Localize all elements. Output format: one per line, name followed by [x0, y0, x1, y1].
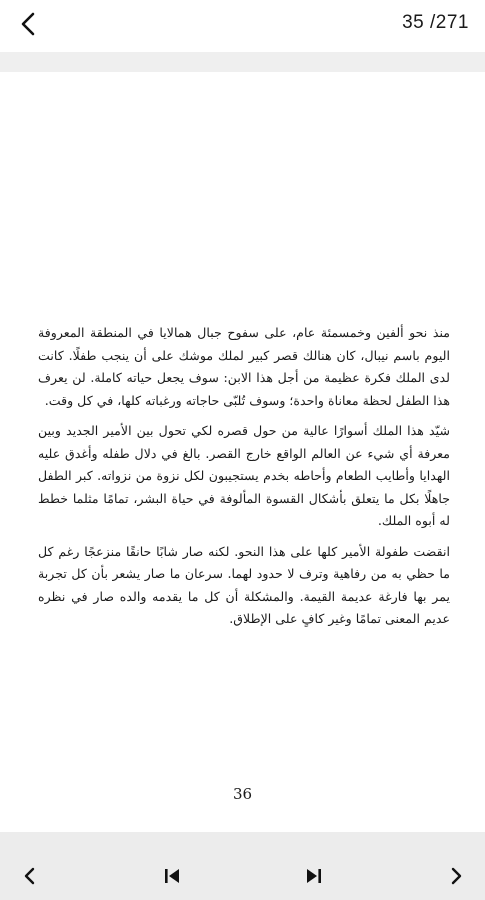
back-button[interactable]: [10, 6, 46, 42]
bottom-navigation-bar: [0, 832, 485, 900]
paragraph: منذ نحو ألفين وخمسمئة عام، على سفوح جبال همالايا في المنطقة المعروفة اليوم باسم نيبال، كان هنالك قصر كبير لملك موشك على أن ينجب طفلًا. كانت لدى الملك فكرة عظيمة من أجل هذا الابن: سوف يجعل حياته كاملة. لن يعرف هذا الطفل لحظة معاناة واحدة؛ وسوف تُلبّى حاجاته ورغباته كلها، في كل وقت.: [38, 325, 450, 408]
page-number: 36: [232, 785, 253, 803]
paragraph: انقضت طفولة الأمير كلها على هذا النحو. لكنه صار شابًا حانقًا منزعجًا رغم كل ما حظي به من رفاهية وترف لا حدود لهما. سرعان ما صار يشعر بأن كل تجربة يمر بها فارغة عديمة القيمة. والمشكلة أن كل ما يقدمه والده صار في نظره عديم المعنى تمامًا وغير كافٍ على الإطلاق.: [38, 543, 450, 626]
first-page-button[interactable]: [158, 862, 186, 890]
chevron-right-icon: [449, 867, 463, 885]
page-counter: 35 /271: [402, 12, 469, 33]
chevron-left-icon: [17, 11, 39, 37]
last-page-button[interactable]: [300, 862, 328, 890]
skip-to-end-icon: [305, 867, 323, 885]
previous-page-button[interactable]: [16, 862, 44, 890]
book-page: [0, 72, 485, 832]
skip-to-start-icon: [163, 867, 181, 885]
top-bar: [0, 0, 485, 52]
paragraph: شيّد هذا الملك أسوارًا عالية من حول قصره لكي تحول بين الأمير الجديد وبين معرفة أي شيء عن العالم الواقع خارج القصر. بالغ في دلال طفله وأغدق عليه الهدايا وأطايب الطعام وأحاطه بخدم يستجيبون لكل نزوة من نزواته. كبر الطفل جاهلًا بكل ما يتعلق بأشكال القسوة المألوفة في حياة البشر، تمامًا مثلما خطط له أبوه الملك.: [38, 423, 450, 528]
page-text: [38, 322, 450, 639]
chevron-left-icon: [23, 867, 37, 885]
top-separator: [0, 52, 485, 72]
next-page-button[interactable]: [442, 862, 470, 890]
